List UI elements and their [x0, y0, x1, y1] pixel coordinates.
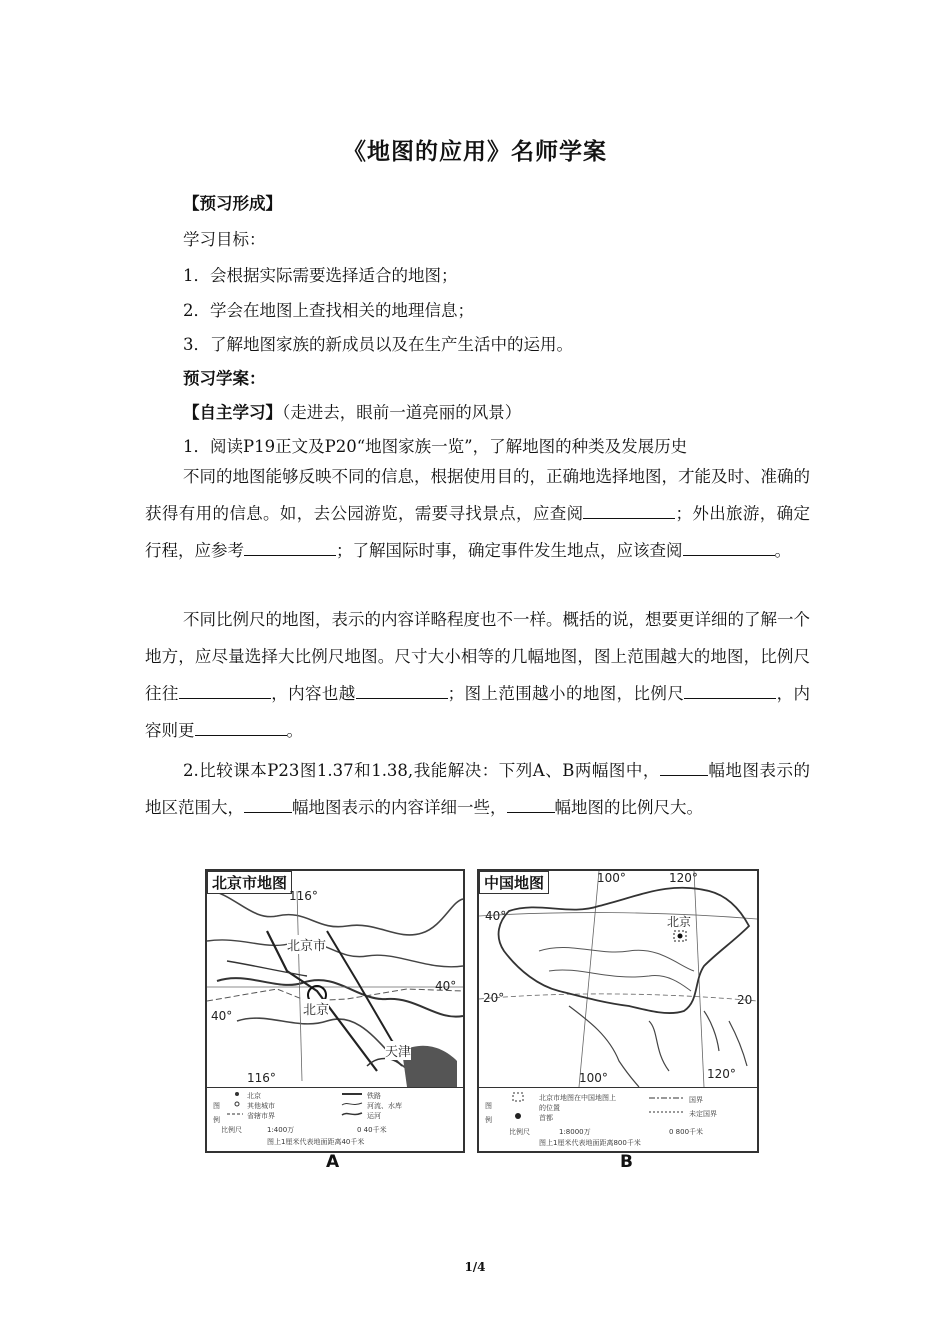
figure-a-label: A — [326, 1152, 340, 1172]
beijing-map-drawing — [207, 871, 463, 1087]
para2-text-d: ，内容则更 — [145, 684, 811, 740]
para3-text-a: 2.比较课本P23图1.37和1.38,我能解决：下列A、B两幅图中， — [183, 761, 660, 780]
figure-a-legend-li: 例 — [213, 1116, 220, 1124]
figure-b-china-map — [477, 869, 759, 1153]
china-map-drawing — [479, 871, 757, 1087]
paragraph-map-selection — [145, 458, 810, 569]
figure-a-lat-left: 40° — [211, 1009, 233, 1023]
blank-field[interactable] — [507, 796, 555, 813]
figure-b-lon2: 120° — [669, 871, 698, 885]
figure-a-legend-item: 其他城市 — [247, 1102, 275, 1110]
figure-b-scale-bar: 0 800千米 — [669, 1128, 704, 1136]
figure-a-legend-tu: 图 — [213, 1102, 220, 1110]
figure-b-lat-right: 20 — [737, 993, 753, 1007]
figure-b-city-beijing: 北京 — [667, 915, 692, 929]
blank-field[interactable] — [660, 759, 708, 776]
blank-field[interactable] — [356, 682, 448, 699]
figure-b-scale-label: 比例尺 — [509, 1128, 530, 1136]
figure-b-title: 中国地图 — [479, 871, 549, 894]
figure-b-legend-item: 北京市地图在中国地图上的位置 — [539, 1094, 616, 1112]
page-title: 《地图的应用》名师学案 — [343, 139, 607, 165]
figure-b-scale-value: 1:8000万 — [559, 1128, 591, 1136]
figure-b-lon1: 100° — [597, 871, 626, 885]
blank-field[interactable] — [244, 539, 336, 556]
figure-a-scale-bar: 0 40千米 — [357, 1126, 387, 1134]
figure-a-legend-item: 运河 — [367, 1112, 381, 1120]
figure-b-legend-li: 例 — [485, 1116, 492, 1124]
figure-b-lat-left: 40° — [485, 909, 507, 923]
para2-text-b: ，内容也越 — [270, 684, 356, 703]
figure-a-title: 北京市地图 — [207, 871, 292, 894]
figure-a-lat-right: 40° — [435, 979, 457, 993]
para1-text-d: 。 — [774, 541, 791, 560]
goals-label: 学习目标： — [183, 230, 266, 249]
figure-a-scale-label: 比例尺 — [221, 1126, 242, 1134]
figure-a-beijing-map — [205, 869, 465, 1153]
figure-a-city-tianjin: 天津 — [385, 1041, 411, 1060]
paragraph-map-scale — [145, 601, 810, 749]
figure-a-city-beijing-shi: 北京市 — [287, 935, 326, 954]
para3-text-b: 幅地图表示的地区范围大， — [145, 761, 810, 817]
blank-field[interactable] — [179, 682, 271, 699]
figure-a-lon-label: 116° — [289, 889, 318, 903]
figure-a-legend-item: 铁路 — [367, 1092, 381, 1100]
goal-item-1: 1．会根据实际需要选择适合的地图； — [183, 266, 458, 285]
figure-b-legend-tu: 图 — [485, 1102, 492, 1110]
figure-a-scale-note: 图上1厘米代表地面距离40千米 — [267, 1138, 365, 1146]
figure-b-scale-note: 图上1厘米代表地面距离800千米 — [539, 1139, 641, 1147]
para3-text-c: 幅地图表示的内容详细一些， — [292, 798, 507, 817]
self-study-label: 【自主学习】 — [183, 403, 282, 422]
figure-b-legend-item: 国界 — [689, 1096, 703, 1104]
section-preview-heading: 【预习形成】 — [183, 194, 282, 213]
goal-item-3: 3．了解地图家族的新成员以及在生产生活中的运用。 — [183, 335, 573, 354]
para1-text-b: ；外出旅游，确定行程，应参考 — [145, 504, 811, 560]
blank-field[interactable] — [244, 796, 292, 813]
figure-a-scale-value: 1:400万 — [267, 1126, 295, 1134]
goal-item-2: 2．学会在地图上查找相关的地理信息； — [183, 301, 474, 320]
paragraph-compare-maps — [145, 752, 810, 826]
figure-a-lon-bottom: 116° — [247, 1071, 276, 1085]
figure-b-lon-bottom2: 120° — [707, 1067, 736, 1081]
figure-b-legend-item: 未定国界 — [689, 1110, 717, 1118]
blank-field[interactable] — [195, 719, 287, 736]
blank-field[interactable] — [583, 502, 675, 519]
para1-text-a: 不同的地图能够反映不同的信息，根据使用目的，正确地选择地图，才能及时、准确的获得有用的信息。如，去公园游览，需要寻找景点，应查阅 — [145, 467, 810, 523]
figure-a-legend-item: 省辖市界 — [247, 1112, 275, 1120]
figure-b-lon-bottom1: 100° — [579, 1071, 608, 1085]
page-number: 1/4 — [464, 1260, 486, 1274]
para1-text-c: ；了解国际时事，确定事件发生地点，应该查阅 — [336, 541, 683, 560]
para2-text-a: 不同比例尺的地图，表示的内容详略程度也不一样。概括的说，想要更详细的了解一个地方，应尽量选择大比例尺地图。尺寸大小相等的几幅地图，图上范围越大的地图，比例尺往往 — [145, 610, 810, 703]
para2-text-e: 。 — [286, 721, 303, 740]
figure-b-lat-left2: 20° — [483, 991, 505, 1005]
figure-a-city-beijing: 北京 — [303, 999, 329, 1018]
self-study-note: （走进去，眼前一道亮丽的风景） — [282, 403, 522, 422]
figure-a-legend-item: 河流、水库 — [367, 1102, 402, 1110]
blank-field[interactable] — [683, 539, 775, 556]
figure-a-legend-item: 北京 — [247, 1092, 261, 1100]
para2-text-c: ；图上范围越小的地图，比例尺 — [447, 684, 685, 703]
para3-text-d: 幅地图的比例尺大。 — [554, 798, 703, 817]
figure-b-legend-item: 首都 — [539, 1114, 553, 1122]
item-1: 1．阅读P19正文及P20“地图家族一览”，了解地图的种类及发展历史 — [183, 437, 688, 456]
figure-b-label: B — [620, 1152, 633, 1172]
self-study-line — [183, 399, 521, 423]
blank-field[interactable] — [684, 682, 776, 699]
plan-label: 预习学案： — [183, 369, 266, 388]
